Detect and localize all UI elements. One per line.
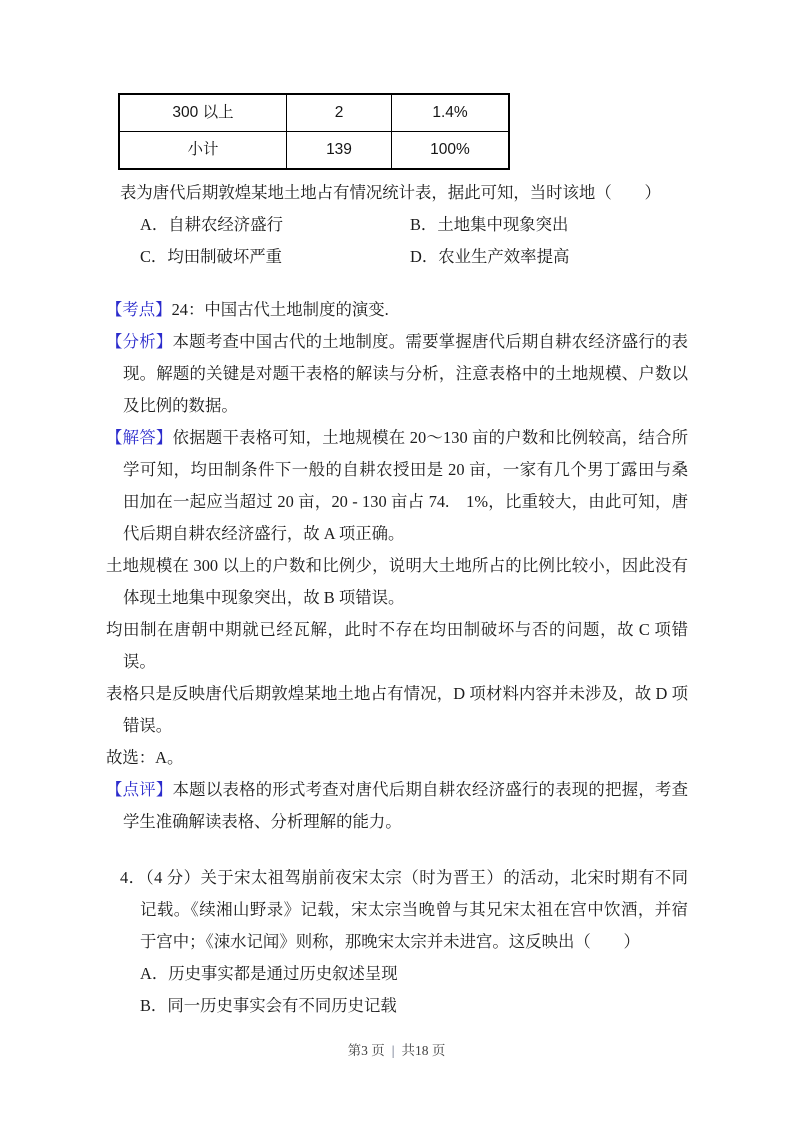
question4-option-a: A．历史事实都是通过历史叙述呈现 <box>140 964 398 983</box>
question4-stem: 4．（4 分）关于宋太祖驾崩前夜宋太宗（时为晋王）的活动，北宋时期有不同记载。《续湘山野录》记载，宋太宗当晚曾与其兄宋太祖在宫中饮酒，并宿于宫中；《涑水记闻》则称，那晚宋太宗并未进宫。这反映出（ ） <box>120 868 688 951</box>
fenxi-label: 【分析】 <box>106 332 173 351</box>
option-c: C．均田制破坏严重 <box>140 247 283 266</box>
question3-option-row <box>140 241 688 273</box>
answer-conclusion: 故选：A。 <box>106 748 184 767</box>
option-a: A．自耕农经济盛行 <box>140 215 283 234</box>
table-cell-percent: 100% <box>392 132 510 170</box>
kaodian-text: 24：中国古代土地制度的演变. <box>171 300 389 319</box>
page-content <box>106 93 688 1022</box>
question4-option-b: B．同一历史事实会有不同历史记载 <box>140 996 397 1015</box>
jieda-paragraph <box>106 422 688 550</box>
table-cell-scale: 小计 <box>119 132 287 170</box>
analysis-paragraph-c: 均田制在唐朝中期就已经瓦解，此时不存在均田制破坏与否的问题，故 C 项错误。 <box>106 620 688 671</box>
footer-page-total: 共18 页 <box>401 1043 446 1058</box>
option-d: D．农业生产效率提高 <box>410 247 570 266</box>
question3-stem: 表为唐代后期敦煌某地土地占有情况统计表，据此可知，当时该地（ ） <box>120 183 661 202</box>
dianping-label: 【点评】 <box>106 780 173 799</box>
question3-option-row <box>140 209 688 241</box>
dianping-text: 本题以表格的形式考查对唐代后期自耕农经济盛行的表现的把握，考查学生准确解读表格、分析理解的能力。 <box>123 780 689 831</box>
table-row <box>119 132 509 170</box>
page-footer <box>0 1040 793 1062</box>
jieda-text: 依据题干表格可知，土地规模在 20～130 亩的户数和比例较高，结合所学可知，均田制条件下一般的自耕农授田是 20 亩，一家有几个男丁露田与桑田加在一起应当超过 20 亩，20 - 130 亩占 74. 1%，比重较大，由此可知，唐代后期自耕农经济盛行，故 A 项正确。 <box>123 428 689 543</box>
dianping-paragraph <box>106 774 688 838</box>
analysis-paragraph-b: 土地规模在 300 以上的户数和比例少，说明大土地所占的比例比较小，因此没有体现土地集中现象突出，故 B 项错误。 <box>106 556 688 607</box>
table-cell-count: 139 <box>287 132 392 170</box>
footer-page-number: 第3 页 <box>347 1043 385 1058</box>
fenxi-paragraph <box>106 326 688 422</box>
analysis-paragraph-d: 表格只是反映唐代后期敦煌某地土地占有情况，D 项材料内容并未涉及，故 D 项错误。 <box>106 684 688 735</box>
option-b: B．土地集中现象突出 <box>410 215 569 234</box>
footer-separator: | <box>391 1043 395 1058</box>
land-ownership-table <box>118 93 510 170</box>
table-cell-percent: 1.4% <box>392 94 510 132</box>
fenxi-text: 本题考查中国古代的土地制度。需要掌握唐代后期自耕农经济盛行的表现。解题的关键是对题干表格的解读与分析，注意表格中的土地规模、户数以及比例的数据。 <box>123 332 689 415</box>
table-row <box>119 94 509 132</box>
kaodian-label: 【考点】 <box>106 300 172 319</box>
jieda-label: 【解答】 <box>106 428 173 447</box>
kaodian-paragraph <box>106 294 688 326</box>
table-cell-count: 2 <box>287 94 392 132</box>
table-cell-scale: 300 以上 <box>119 94 287 132</box>
